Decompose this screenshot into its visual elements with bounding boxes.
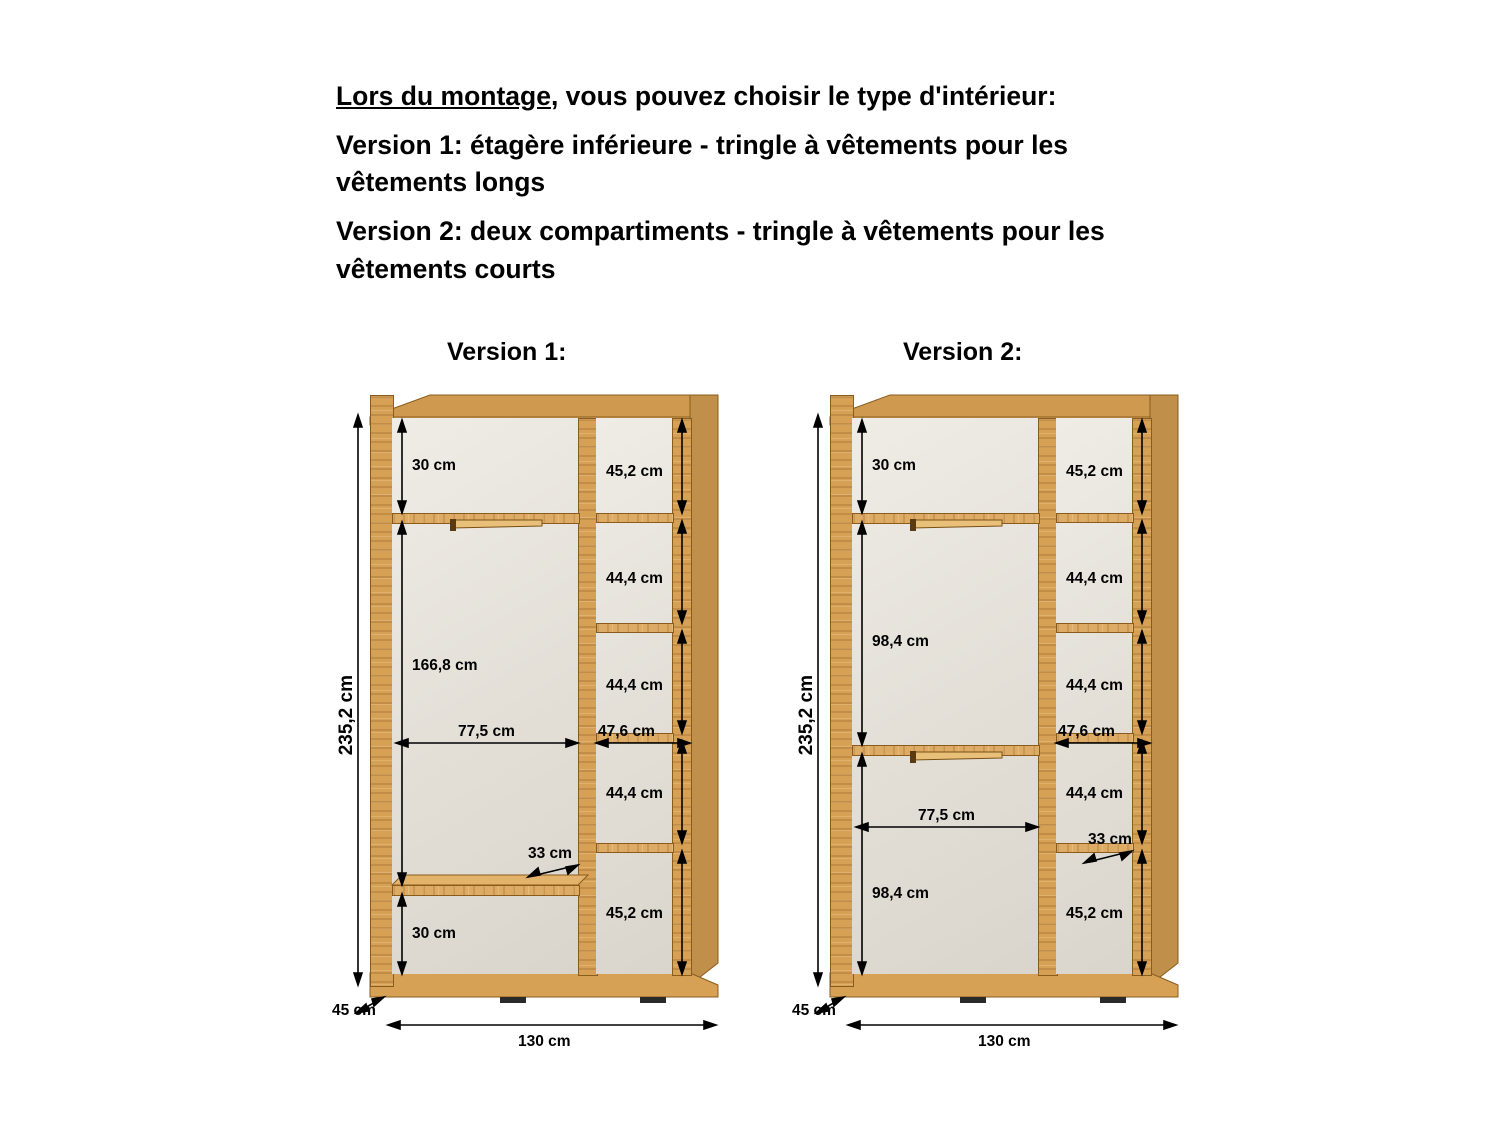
- intro-line-1: [336, 78, 1206, 116]
- left-bottom-compartment-label-v1: 30 cm: [412, 925, 456, 942]
- width-label-v1: 130 cm: [518, 1033, 571, 1050]
- intro-line-2: Version 1: étagère inférieure - tringle à vêtements pour les vêtements longs: [336, 129, 1068, 198]
- right-shelf-2-label-v2: 44,4 cm: [1066, 570, 1123, 587]
- shelf-depth-label-v2: 33 cm: [1088, 831, 1132, 848]
- version-1-title: Version 1:: [447, 338, 567, 366]
- right-shelf-3-label-v2: 44,4 cm: [1066, 677, 1123, 694]
- wardrobe-diagram-version-1: [332, 385, 740, 1050]
- intro-line-1-rest: , vous pouvez choisir le type d'intérieur:: [550, 81, 1057, 111]
- intro-line-1-bold: Lors du montage: [336, 81, 551, 111]
- width-label-v2: 130 cm: [978, 1033, 1031, 1050]
- right-shelf-4-label-v1: 44,4 cm: [606, 785, 663, 802]
- left-top-compartment-label-v2: 30 cm: [872, 457, 916, 474]
- left-inner-width-label-v1: 77,5 cm: [458, 723, 515, 740]
- depth-label-v2: 45 cm: [792, 1002, 836, 1019]
- left-top-compartment-label-v1: 30 cm: [412, 457, 456, 474]
- dimension-lines-v1: [340, 385, 740, 1045]
- wardrobe-diagram-version-2: [792, 385, 1200, 1050]
- overall-height-label-v2: 235,2 cm: [796, 675, 817, 756]
- intro-text-block: [336, 78, 1206, 299]
- right-shelf-5-label-v2: 45,2 cm: [1066, 905, 1123, 922]
- right-shelf-3-label-v1: 44,4 cm: [606, 677, 663, 694]
- hanging-section-label-v1: 166,8 cm: [412, 657, 478, 674]
- left-inner-width-label-v2: 77,5 cm: [918, 807, 975, 824]
- right-shelf-4-label-v2: 44,4 cm: [1066, 785, 1123, 802]
- right-shelf-2-label-v1: 44,4 cm: [606, 570, 663, 587]
- dimension-lines-v2: [800, 385, 1200, 1045]
- depth-label-v1: 45 cm: [332, 1002, 376, 1019]
- version-2-title: Version 2:: [903, 338, 1023, 366]
- intro-line-3: Version 2: deux compartiments - tringle à vêtements pour les vêtements courts: [336, 215, 1105, 284]
- upper-section-label-v2: 98,4 cm: [872, 633, 929, 650]
- right-inner-width-label-v1: 47,6 cm: [598, 723, 655, 740]
- right-shelf-1-label-v2: 45,2 cm: [1066, 463, 1123, 480]
- shelf-depth-label-v1: 33 cm: [528, 845, 572, 862]
- right-shelf-1-label-v1: 45,2 cm: [606, 463, 663, 480]
- right-shelf-5-label-v1: 45,2 cm: [606, 905, 663, 922]
- lower-section-label-v2: 98,4 cm: [872, 885, 929, 902]
- right-inner-width-label-v2: 47,6 cm: [1058, 723, 1115, 740]
- overall-height-label-v1: 235,2 cm: [336, 675, 357, 756]
